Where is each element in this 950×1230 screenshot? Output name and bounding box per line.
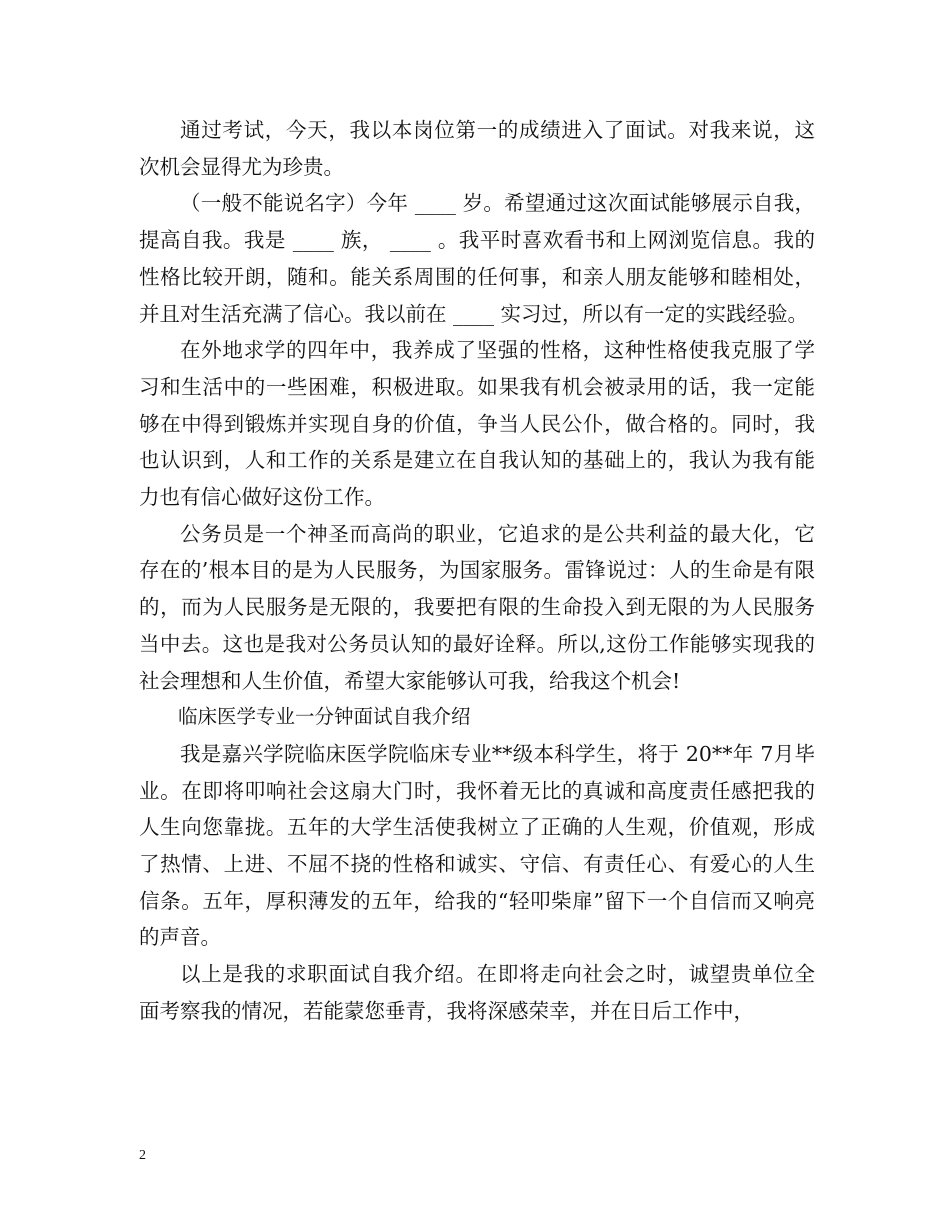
paragraph-medical-student: 我是嘉兴学院临床医学院临床专业**级本科学生，将于 20**年 7月毕业。在即将叩响社会这扇大门时，我怀着无比的真诚和高度责任感把我的人生向您靠拢。五年的大学生活使我树立了正确的人生观，价值观，形成了热情、上进、不屈不挠的性格和诚实、守信、有责任心、有爱心的人生信条。五年，厚积薄发的五年，给我的“轻叩柴扉”留下一个自信而又响亮的声音。 — [139, 741, 815, 950]
paragraph-exam-intro: 通过考试，今天，我以本岗位第一的成绩进入了面试。对我来说，这次机会显得尤为珍贵。 — [139, 118, 815, 179]
page-number: 2 — [139, 1148, 146, 1163]
document-body — [139, 112, 815, 1030]
section-heading: 临床医学专业一分钟面试自我介绍 — [178, 705, 471, 729]
paragraph-study-experience: 在外地求学的四年中，我养成了坚强的性格，这种性格使我克服了学习和生活中的一些困难，积极进取。如果我有机会被录用的话，我一定能够在中得到锻炼并实现自身的价值，争当人民公仆，做合格的。同时，我也认识到，人和工作的关系是建立在自我认知的基础上的，我认为我有能力也有信心做好这份工作。 — [139, 338, 815, 510]
paragraph-personal-info: （一般不能说名字）今年 ____ 岁。希望通过这次面试能够展示自我，提高自我。我是 ____ 族， ____ 。我平时喜欢看书和上网浏览信息。我的性格比较开朗，随和。能关系周围的任何事，和亲人朋友能够和睦相处，并且对生活充满了信心。我以前在 ____ 实习过，所以有一定的实践经验。 — [139, 191, 815, 326]
paragraph-civil-servant: 公务员是一个神圣而高尚的职业，它追求的是公共利益的最大化，它存在的’根本目的是为人民服务，为国家服务。雷锋说过：人的生命是有限的，而为人民服务是无限的，我要把有限的生命投入到无限的为人民服务当中去。这也是我对公务员认知的最好诠释。所以,这份工作能够实现我的社会理想和人生价值，希望大家能够认可我，给我这个机会! — [139, 521, 815, 693]
paragraph-closing: 以上是我的求职面试自我介绍。在即将走向社会之时，诚望贵单位全面考察我的情况，若能蒙您垂青，我将深感荣幸，并在日后工作中， — [139, 962, 815, 1023]
